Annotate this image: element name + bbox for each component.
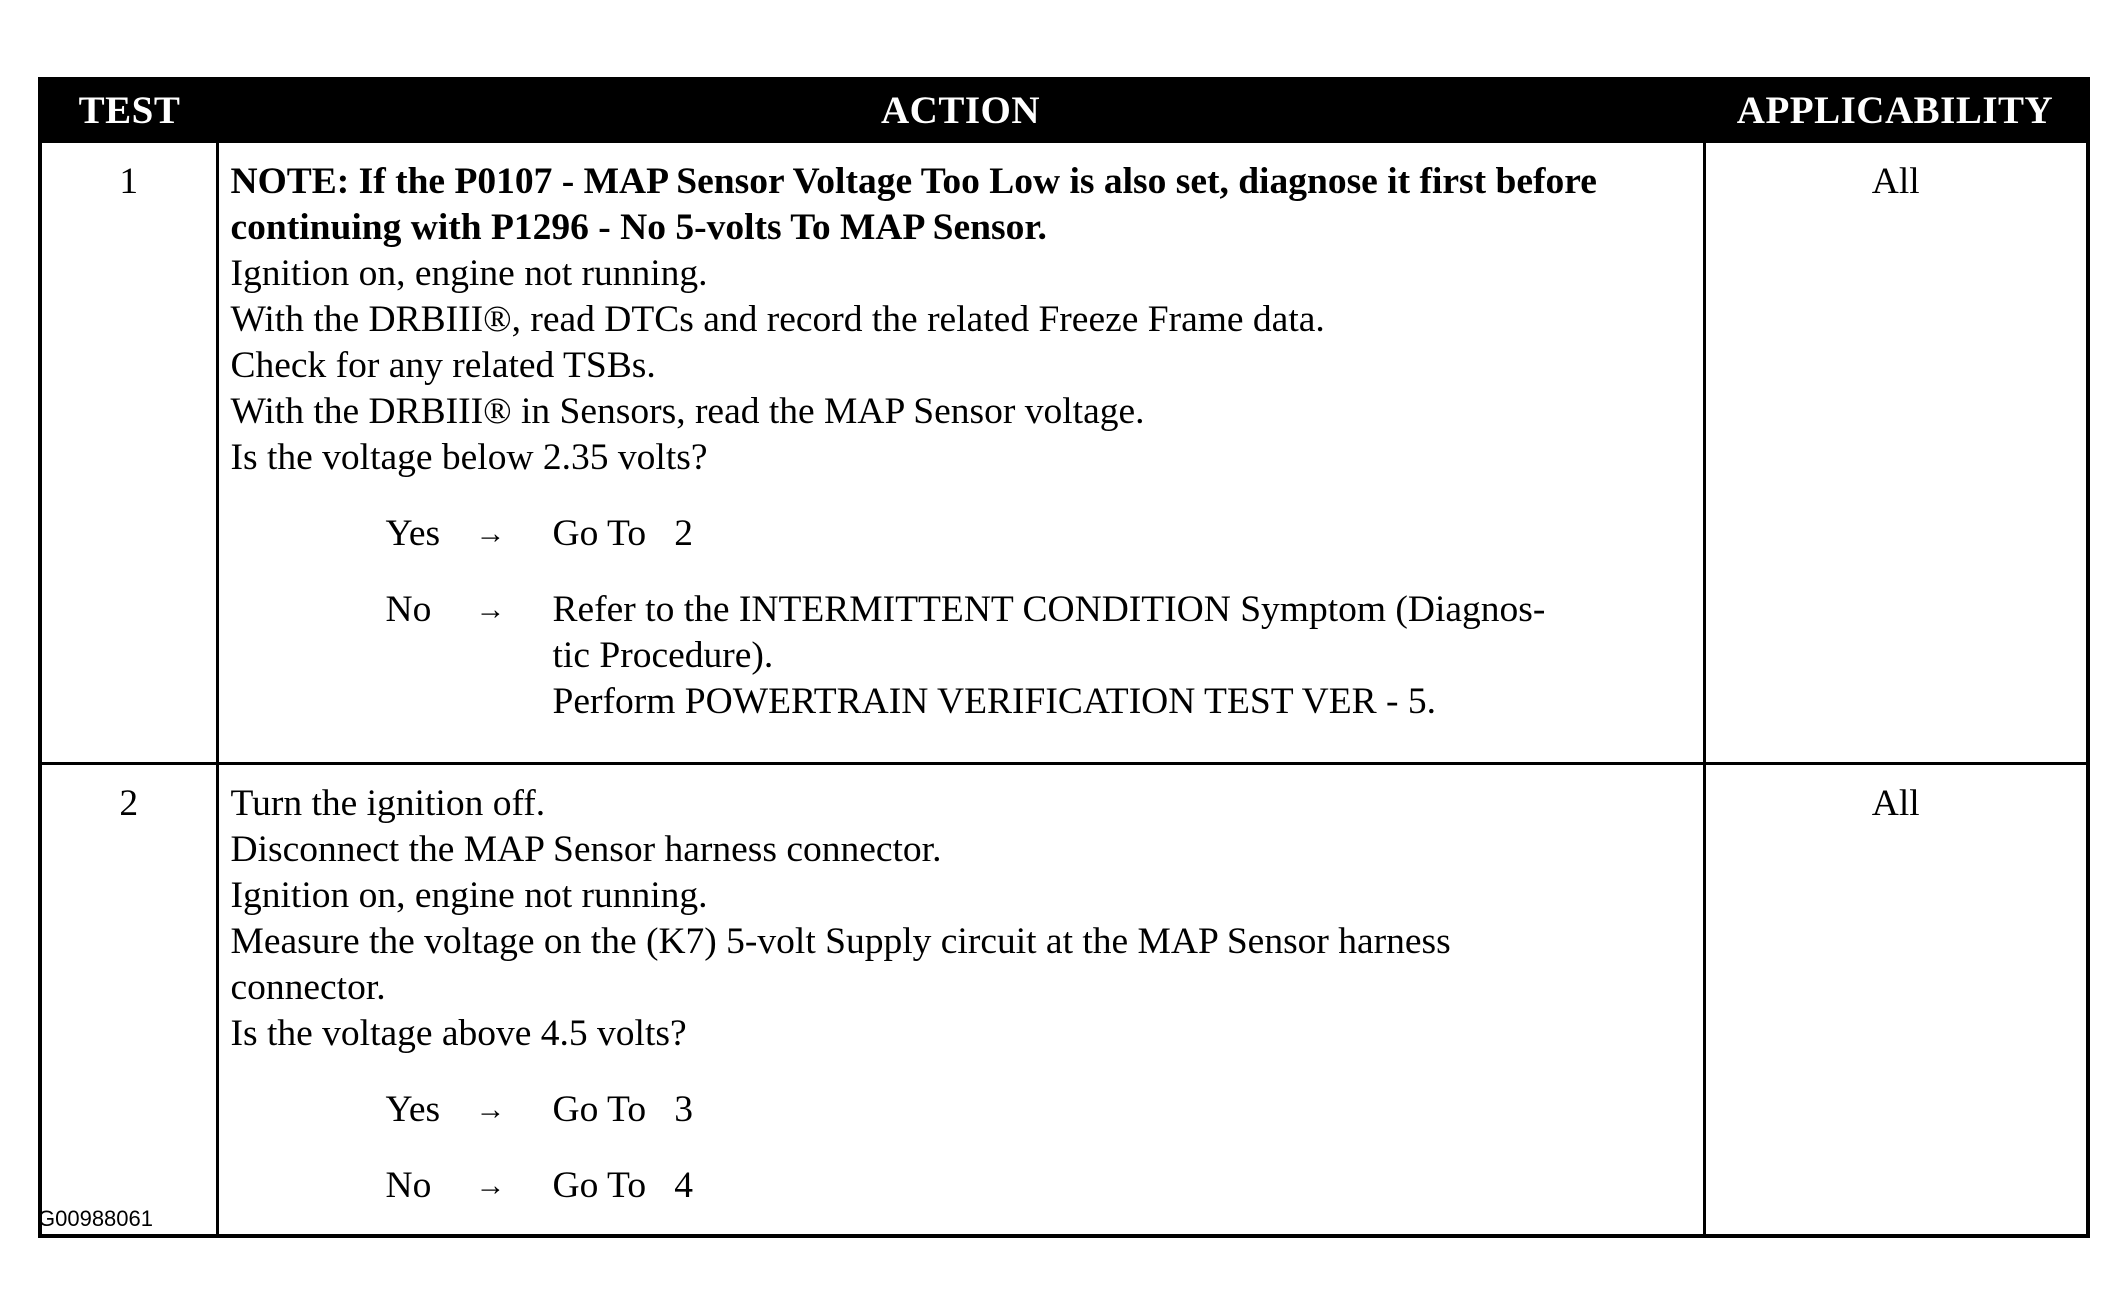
table-row xyxy=(40,764,2088,1237)
outcome-result xyxy=(553,1087,1693,1133)
figure-id: G00988061 xyxy=(38,1206,153,1231)
outcome-line: Refer to the INTERMITTENT CONDITION Symptom (Diagnos- xyxy=(552,589,1546,630)
test-number: 2 xyxy=(40,764,217,1237)
outcome-label: Yes xyxy=(385,1089,441,1130)
right-arrow-icon: → xyxy=(475,517,506,550)
diagnostic-test-table xyxy=(38,77,2090,1238)
action-step: Disconnect the MAP Sensor harness connector. xyxy=(230,829,942,870)
right-arrow-icon: → xyxy=(475,1093,506,1126)
test-number: 1 xyxy=(40,142,217,764)
outcome-label: No xyxy=(385,589,432,630)
note-text: NOTE: If the P0107 - MAP Sensor Voltage Too Low is also set, diagnose it first before continuing with P1296 - No 5-volts To MAP Sensor. xyxy=(230,161,1597,248)
action-question: Is the voltage below 2.35 volts? xyxy=(230,437,708,478)
applicability-value: All xyxy=(1704,142,2088,764)
outcome-yes xyxy=(386,511,1693,557)
table-header-row xyxy=(40,79,2088,142)
outcome-line: Go To 2 xyxy=(552,513,693,554)
table-row xyxy=(40,142,2088,764)
header-applicability: APPLICABILITY xyxy=(1704,79,2088,142)
outcome-result xyxy=(553,587,1693,725)
action-step: Measure the voltage on the (K7) 5-volt Supply circuit at the MAP Sensor harness xyxy=(230,921,1451,962)
action-step: Ignition on, engine not running. xyxy=(230,875,708,916)
outcome-label: No xyxy=(385,1165,432,1206)
right-arrow-icon: → xyxy=(475,593,506,626)
outcome-line: Go To 4 xyxy=(552,1165,693,1206)
outcome-no xyxy=(386,1163,1693,1209)
outcome-result xyxy=(553,511,1693,557)
outcome-line: Perform POWERTRAIN VERIFICATION TEST VER - 5. xyxy=(552,681,1437,722)
action-question: Is the voltage above 4.5 volts? xyxy=(230,1013,687,1054)
action-step: Check for any related TSBs. xyxy=(230,345,656,386)
action-cell xyxy=(217,142,1704,764)
applicability-value: All xyxy=(1704,764,2088,1237)
action-cell xyxy=(217,764,1704,1237)
action-step: Turn the ignition off. xyxy=(230,783,546,824)
outcome-result xyxy=(553,1163,1693,1209)
header-test: TEST xyxy=(40,79,217,142)
action-step: With the DRBIII® in Sensors, read the MAP Sensor voltage. xyxy=(230,391,1145,432)
action-step: With the DRBIII®, read DTCs and record the related Freeze Frame data. xyxy=(230,299,1325,340)
header-action: ACTION xyxy=(217,79,1704,142)
outcome-line: tic Procedure). xyxy=(552,635,774,676)
outcome-yes xyxy=(386,1087,1693,1133)
right-arrow-icon: → xyxy=(475,1169,506,1202)
action-step: Ignition on, engine not running. xyxy=(230,253,708,294)
outcome-label: Yes xyxy=(385,513,441,554)
outcome-line: Go To 3 xyxy=(552,1089,693,1130)
action-step: connector. xyxy=(230,967,386,1008)
outcome-no xyxy=(386,587,1693,725)
